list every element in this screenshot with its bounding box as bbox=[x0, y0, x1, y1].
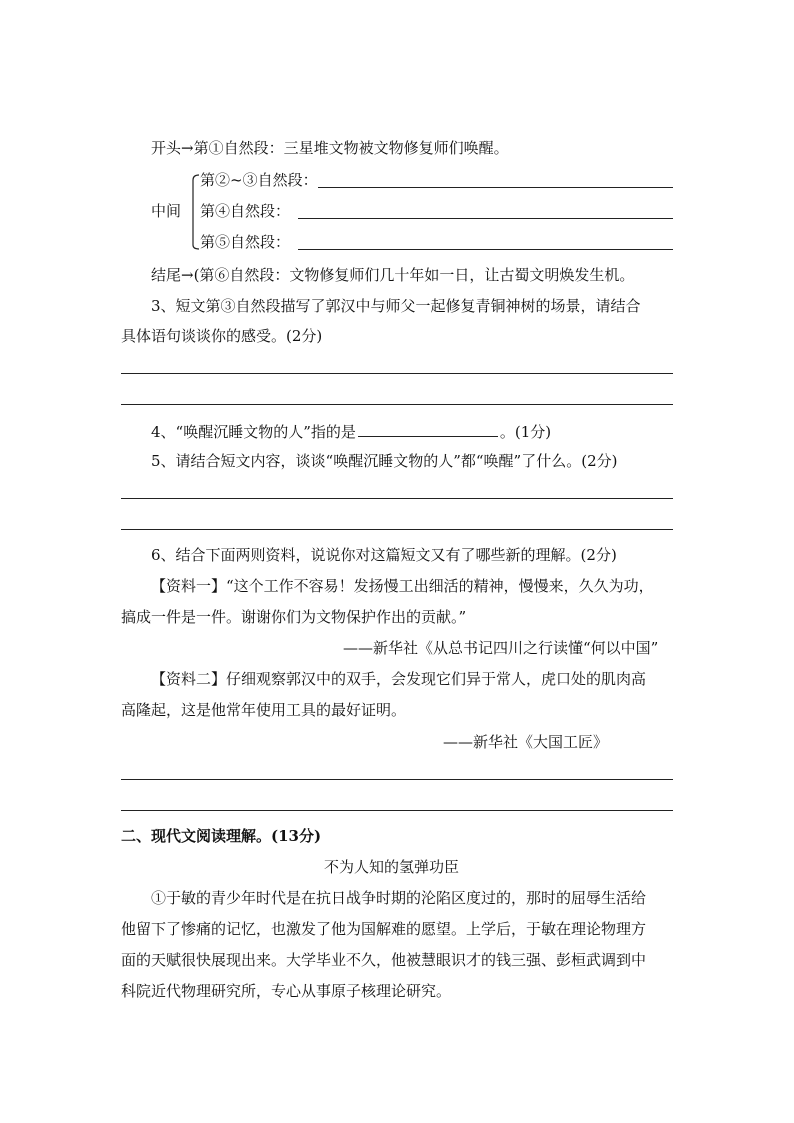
answer-line-q3-2[interactable] bbox=[121, 404, 673, 405]
article-paragraph-line-2: 他留下了惨痛的记忆，也激发了他为国解难的愿望。上学后，于敏在理论物理方 bbox=[121, 920, 647, 938]
question-4 bbox=[151, 420, 551, 442]
article-paragraph-line-3: 面的天赋很快展现出来。大学毕业不久，他被慧眼识才的钱三强、彭桓武调到中 bbox=[121, 951, 647, 969]
question-3-line-2: 具体语句谈谈你的感受。(2分) bbox=[121, 327, 323, 345]
answer-blank-q4[interactable] bbox=[358, 420, 498, 437]
material-2-line-2: 高隆起，这是他常年使用工具的最好证明。 bbox=[121, 701, 407, 719]
material-2-source: ——新华社《大国工匠》 bbox=[443, 733, 609, 751]
answer-line-middle-3[interactable] bbox=[298, 249, 673, 250]
answer-line-q3-1[interactable] bbox=[121, 373, 673, 374]
question-6: 6、结合下面两则资料，说说你对这篇短文又有了哪些新的理解。(2分) bbox=[151, 546, 617, 564]
structure-middle-label: 中间 bbox=[151, 202, 182, 220]
question-3-line-1: 3、短文第③自然段描写了郭汉中与师父一起修复青铜神树的场景，请结合 bbox=[151, 297, 641, 315]
article-title: 不为人知的氢弹功臣 bbox=[324, 858, 460, 876]
answer-line-q6-1[interactable] bbox=[121, 779, 673, 780]
structure-middle-item-3: 第⑤自然段： bbox=[200, 233, 291, 251]
question-5: 5、请结合短文内容，谈谈“唤醒沉睡文物的人”都“唤醒”了什么。(2分) bbox=[151, 452, 618, 470]
structure-middle-item-2: 第④自然段： bbox=[200, 202, 291, 220]
material-1-line-2: 搞成一件是一件。谢谢你们为文物保护作出的贡献。” bbox=[121, 608, 467, 626]
answer-line-q5-1[interactable] bbox=[121, 498, 673, 499]
answer-line-q6-2[interactable] bbox=[121, 810, 673, 811]
section-2-heading: 二、现代文阅读理解。(13分) bbox=[121, 827, 322, 845]
structure-beginning: 开头→第①自然段：三星堆文物被文物修复师们唤醒。 bbox=[151, 139, 509, 157]
answer-line-q5-2[interactable] bbox=[121, 529, 673, 530]
structure-middle-item-1: 第②~③自然段： bbox=[200, 171, 318, 189]
question-4-suffix: 。(1分) bbox=[499, 423, 552, 441]
brace-icon bbox=[191, 174, 199, 250]
article-paragraph-line-1: ①于敏的青少年时代是在抗日战争时期的沦陷区度过的，那时的屈辱生活给 bbox=[151, 889, 647, 907]
question-4-prefix: 4、“唤醒沉睡文物的人”指的是 bbox=[151, 423, 356, 441]
answer-line-middle-1[interactable] bbox=[318, 187, 673, 188]
article-paragraph-line-4: 科院近代物理研究所，专心从事原子核理论研究。 bbox=[121, 982, 452, 1000]
material-1-source: ——新华社《从总书记四川之行读懂“何以中国” bbox=[343, 639, 659, 657]
answer-line-middle-2[interactable] bbox=[298, 218, 673, 219]
material-1-line-1: 【资料一】“这个工作不容易！发扬慢工出细活的精神，慢慢来，久久为功， bbox=[151, 577, 654, 595]
material-2-line-1: 【资料二】仔细观察郭汉中的双手，会发现它们异于常人，虎口处的肌肉高 bbox=[151, 670, 647, 688]
structure-ending: 结尾→(第⑥自然段：文物修复师们几十年如一日，让古蜀文明焕发生机。 bbox=[151, 266, 635, 284]
